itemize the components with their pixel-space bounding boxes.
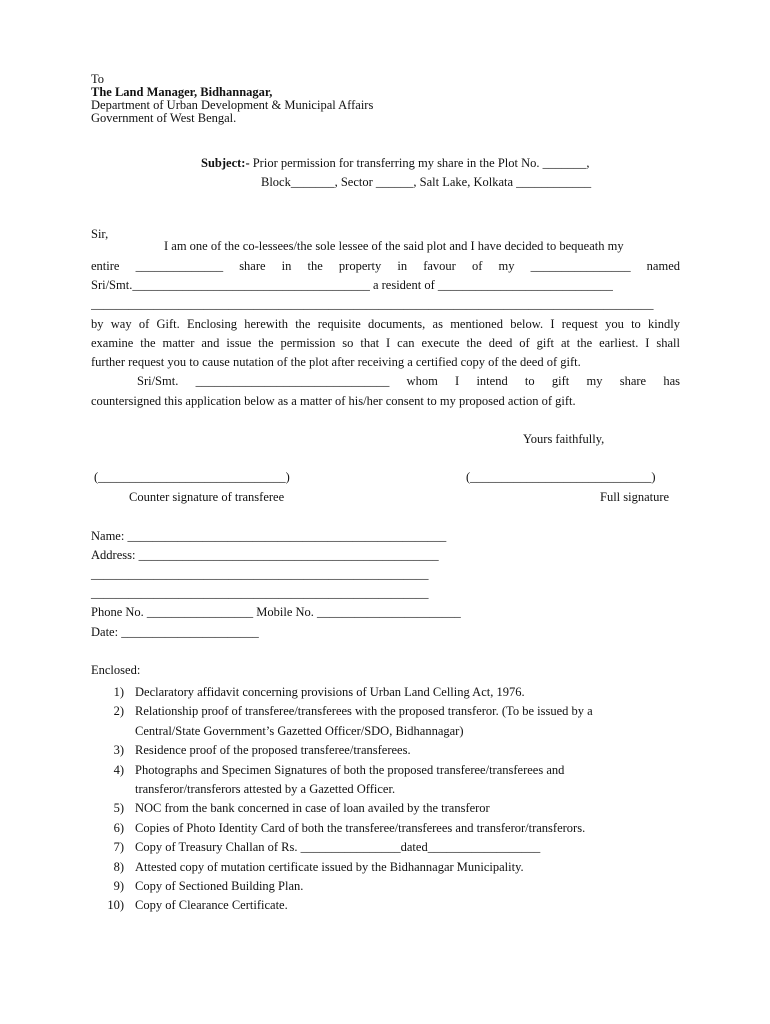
address-department: Department of Urban Development & Municipal Affairs — [91, 98, 374, 112]
enclosed-item-text: Copy of Clearance Certificate. — [135, 898, 288, 913]
body-line: countersigned this application below as a matter of his/her consent to my proposed action of gift. — [91, 394, 576, 408]
subject-text-1: Prior permission for transferring my share in the Plot No. _______, — [252, 156, 590, 170]
body-line: Sri/Smt. _______________________________ whom I intend to gift my share has — [137, 374, 680, 388]
enclosed-item-text: Attested copy of mutation certificate issued by the Bidhannagar Municipality. — [135, 859, 524, 874]
body-line: further request you to cause nutation of the plot after receiving a certified copy of the deed of gift. — [91, 355, 581, 369]
enclosed-item-number: 8) — [113, 859, 124, 874]
enclosed-item — [91, 819, 691, 838]
enclosed-item-text: Copies of Photo Identity Card of both the transferee/transferees and transferor/transferors. — [135, 820, 586, 835]
enclosed-item-number: 1) — [113, 685, 124, 699]
subject-line-2: Block_______, Sector ______, Salt Lake, Kolkata ____________ — [261, 175, 592, 189]
enclosed-item — [91, 741, 691, 760]
enclosed-item — [91, 896, 691, 915]
enclosed-item-text: Copy of Treasury Challan of Rs. ________________dated__________________ — [135, 840, 541, 855]
address-recipient: The Land Manager, Bidhannagar, — [91, 85, 273, 99]
enclosed-item-number: 3) — [113, 743, 124, 758]
body-line: I am one of the co-lessees/the sole lessee of the said plot and I have decided to bequeath my — [164, 239, 624, 253]
enclosed-item — [91, 799, 691, 818]
enclosed-item — [91, 877, 691, 896]
enclosed-item-number: 7) — [113, 840, 124, 855]
date-field: Date: ______________________ — [91, 625, 259, 639]
address-field-line-2: ______________________________________________________ — [91, 567, 429, 581]
counter-signature-label: Counter signature of transferee — [129, 490, 285, 504]
subject-label: Subject:- — [201, 156, 250, 170]
subject-line-1 — [201, 157, 590, 170]
full-signature-label: Full signature — [600, 490, 670, 504]
enclosed-item-text: Copy of Sectioned Building Plan. — [135, 879, 304, 894]
enclosed-item — [91, 702, 691, 741]
closing: Yours faithfully, — [523, 432, 605, 446]
body-line: entire ______________ share in the property in favour of my ________________ named — [91, 259, 680, 273]
address-field-line-3: ______________________________________________________ — [91, 586, 429, 600]
salutation: Sir, — [91, 227, 109, 241]
enclosed-item — [91, 858, 691, 877]
enclosed-item-text: Residence proof of the proposed transferee/transferees. — [135, 743, 411, 758]
enclosed-list — [91, 683, 691, 916]
enclosed-item-text: Central/State Government’s Gazetted Officer/SDO, Bidhannagar) — [135, 723, 464, 738]
enclosed-item-text: Relationship proof of transferee/transferees with the proposed transferor. (To be issued by a — [135, 704, 593, 719]
counter-signature-field: (______________________________) — [94, 470, 290, 484]
enclosed-item — [91, 761, 691, 800]
phone-mobile-field: Phone No. _________________ Mobile No. _______________________ — [91, 605, 461, 619]
enclosed-heading: Enclosed: — [91, 663, 141, 677]
enclosed-item-text: transferor/transferors attested by a Gazetted Officer. — [135, 782, 396, 797]
address-government: Government of West Bengal. — [91, 111, 237, 125]
enclosed-item-number: 9) — [113, 879, 124, 894]
body-line: Sri/Smt.______________________________________ a resident of ____________________________ — [91, 278, 613, 292]
address-field: Address: ________________________________________________ — [91, 548, 439, 562]
enclosed-item-number: 6) — [113, 820, 124, 835]
enclosed-item — [91, 683, 691, 702]
body-line: by way of Gift. Enclosing herewith the requisite documents, as mentioned below. I request you to kindly — [91, 317, 680, 331]
enclosed-item-number: 5) — [113, 801, 124, 816]
enclosed-item-text: Declaratory affidavit concerning provisions of Urban Land Celling Act, 1976. — [135, 685, 525, 699]
enclosed-item-number: 2) — [113, 704, 124, 719]
full-signature-field: (_____________________________) — [466, 470, 656, 484]
enclosed-item-number: 10) — [107, 898, 124, 913]
enclosed-item-text: NOC from the bank concerned in case of loan availed by the transferor — [135, 801, 490, 816]
enclosed-item — [91, 838, 691, 857]
enclosed-item-text: Photographs and Specimen Signatures of both the proposed transferee/transferees and — [135, 762, 565, 777]
address-to: To — [91, 72, 105, 86]
body-line: __________________________________________________________________________________________ — [91, 298, 654, 311]
name-field: Name: ___________________________________________________ — [91, 529, 447, 543]
enclosed-item-number: 4) — [113, 762, 124, 777]
body-line: examine the matter and issue the permission so that I can execute the deed of gift at the earliest. I shall — [91, 336, 680, 350]
